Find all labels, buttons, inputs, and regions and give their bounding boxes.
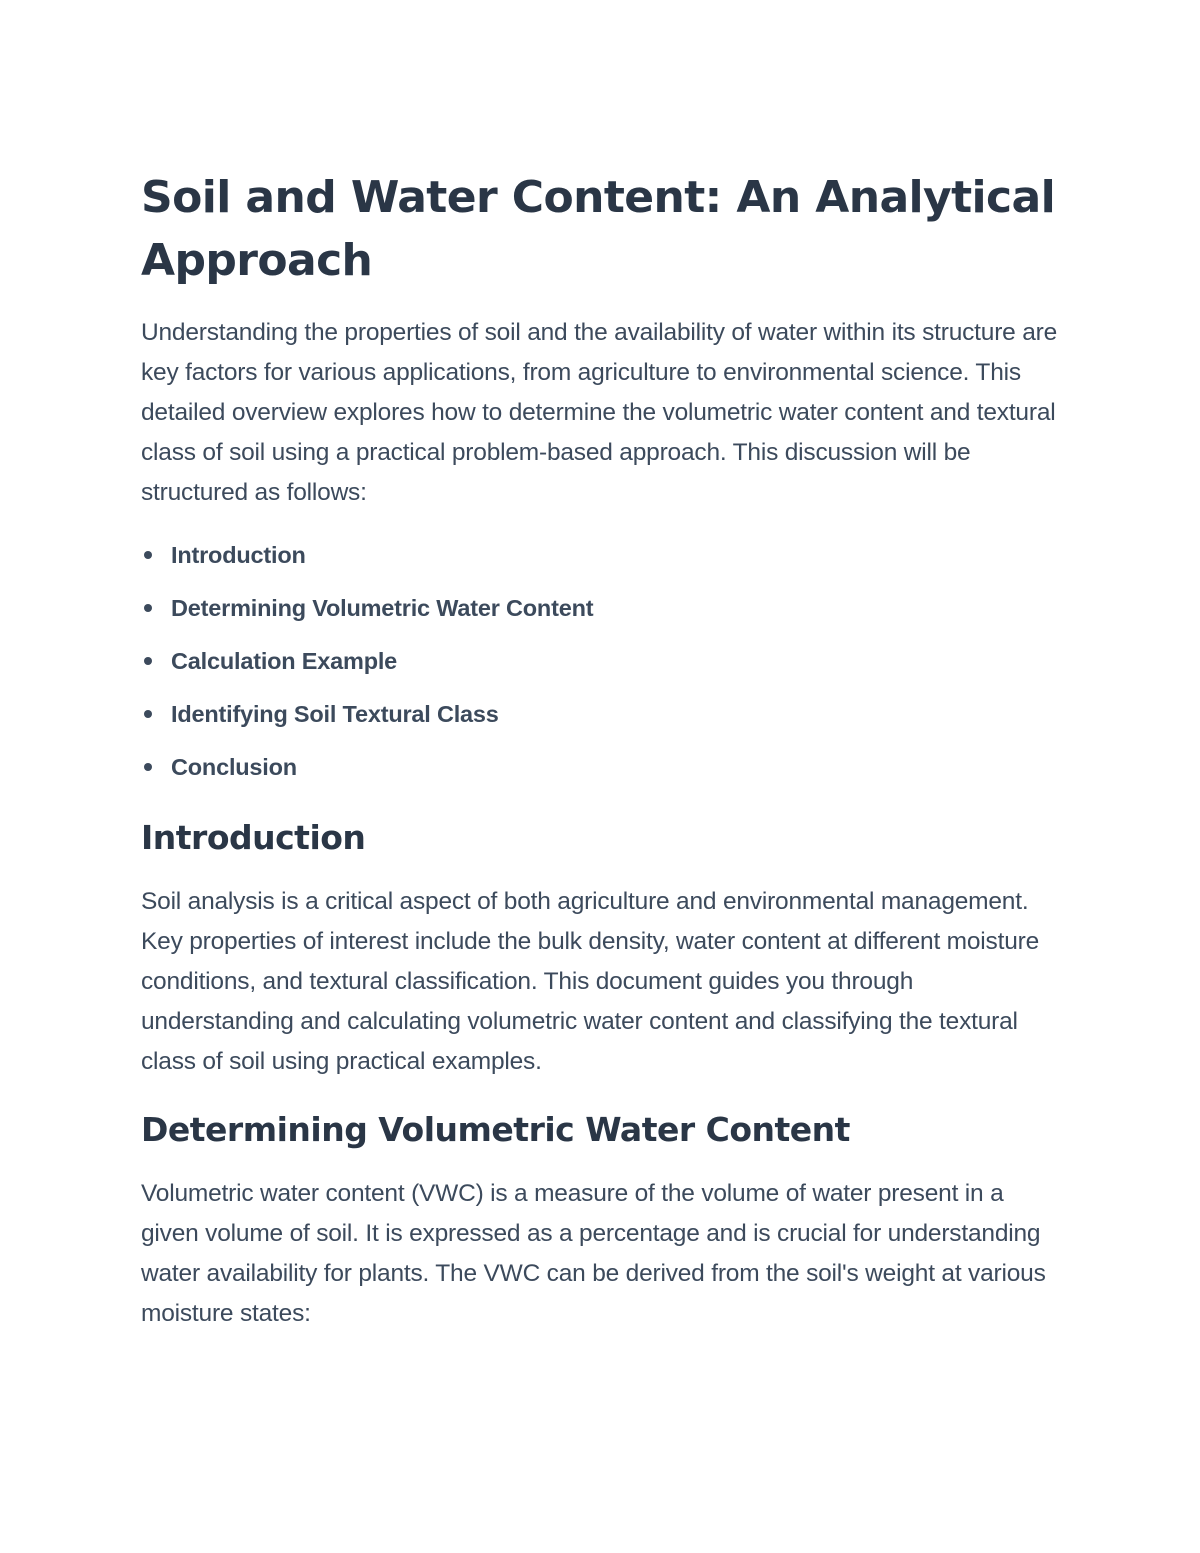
bullet-icon — [144, 604, 152, 612]
intro-paragraph: Understanding the properties of soil and the availability of water within its structure are key factors for various applications, from agriculture to environmental science. This detailed overview explores how to determine the volumetric water content and textural class of soil using a practical problem-based approach. This discussion will be structured as follows: — [141, 319, 1058, 506]
toc-item — [141, 688, 1061, 741]
volumetric-water-content-paragraph: Volumetric water content (VWC) is a measure of the volume of water present in a given volume of soil. It is expressed as a percentage and is crucial for understanding water availability for plants. The VWC can be derived from the soil's weight at various moisture states: — [141, 1180, 1046, 1327]
toc-item-label: Calculation Example — [171, 648, 398, 674]
bullet-icon — [144, 657, 152, 665]
toc-item-label: Conclusion — [171, 754, 297, 780]
toc-item — [141, 529, 1061, 582]
section-heading-introduction: Introduction — [141, 818, 366, 857]
toc-item — [141, 635, 1061, 688]
bullet-icon — [144, 551, 152, 559]
table-of-contents — [141, 529, 1061, 794]
toc-item-label: Identifying Soil Textural Class — [171, 701, 499, 727]
toc-item-label: Introduction — [171, 542, 306, 568]
toc-item-label: Determining Volumetric Water Content — [171, 595, 594, 621]
document-page — [141, 166, 1061, 1334]
bullet-icon — [144, 710, 152, 718]
section-heading-volumetric-water-content: Determining Volumetric Water Content — [141, 1110, 850, 1149]
page-title: Soil and Water Content: An Analytical Approach — [141, 172, 1056, 286]
bullet-icon — [144, 763, 152, 771]
toc-item — [141, 741, 1061, 794]
introduction-paragraph: Soil analysis is a critical aspect of both agriculture and environmental management. Key properties of interest include the bulk density, water content at different moisture conditions, and textural classification. This document guides you through understanding and calculating volumetric water content and classifying the textural class of soil using practical examples. — [141, 888, 1040, 1075]
toc-item — [141, 582, 1061, 635]
